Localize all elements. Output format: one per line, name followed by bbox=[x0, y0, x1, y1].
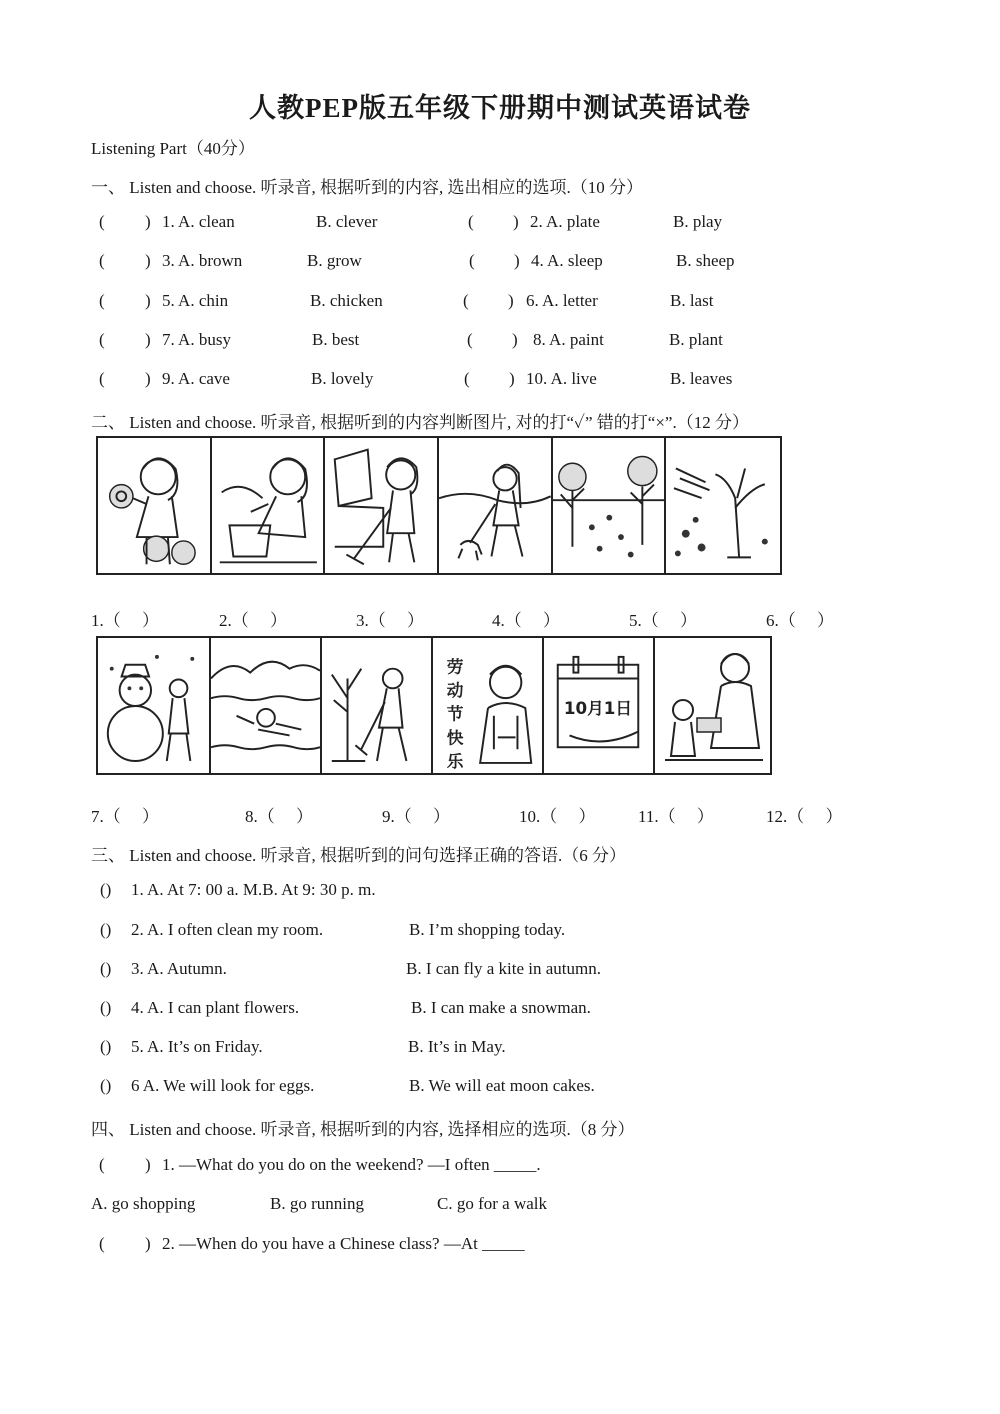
option-b: B. chicken bbox=[310, 291, 383, 310]
answer-blank[interactable]: 4.（ ） bbox=[492, 611, 560, 630]
answer-paren-close: ) bbox=[145, 1155, 151, 1174]
section1-heading: 一、 Listen and choose. 听录音, 根据听到的内容, 选出相应的选项.（10 分） bbox=[91, 178, 643, 197]
answer-blank[interactable]: 10.（ ） bbox=[519, 807, 596, 826]
option-a: 4. A. I can plant flowers. bbox=[131, 998, 300, 1017]
calendar-date-text: 10月1日 bbox=[563, 698, 633, 718]
answer-blank[interactable]: 8.（ ） bbox=[245, 807, 313, 826]
answer-paren[interactable]: () bbox=[100, 998, 112, 1017]
option-b: B. It’s in May. bbox=[408, 1037, 506, 1056]
answer-blank[interactable]: 9.（ ） bbox=[382, 807, 450, 826]
answer-paren-open[interactable]: ( bbox=[99, 212, 105, 231]
answer-paren-open[interactable]: ( bbox=[469, 251, 475, 270]
question-text: 1. —What do you do on the weekend? —I often _____. bbox=[162, 1155, 541, 1174]
answer-paren[interactable]: () bbox=[100, 959, 112, 978]
answer-paren-close: ) bbox=[145, 212, 151, 231]
option-b: B. leaves bbox=[670, 369, 733, 388]
page-title: 人教PEP版五年级下册期中测试英语试卷 bbox=[249, 93, 751, 123]
labor-day-char: 快 bbox=[446, 728, 464, 748]
labor-day-char: 动 bbox=[446, 681, 464, 701]
picture-strip-1 bbox=[96, 436, 782, 575]
answer-blank[interactable]: 5.（ ） bbox=[629, 611, 697, 630]
answer-paren[interactable]: () bbox=[100, 1037, 112, 1056]
picture-gift-grandma bbox=[655, 638, 770, 773]
option-b: B. I can fly a kite in autumn. bbox=[406, 959, 601, 978]
option-b: B. I can make a snowman. bbox=[411, 998, 591, 1017]
answer-paren-open[interactable]: ( bbox=[99, 369, 105, 388]
answer-blank[interactable]: 1.（ ） bbox=[91, 611, 159, 630]
option-a: 5. A. It’s on Friday. bbox=[131, 1037, 263, 1056]
option-a: 3. A. brown bbox=[162, 251, 243, 270]
option-a: 4. A. sleep bbox=[531, 251, 603, 270]
answer-paren-close: ) bbox=[509, 369, 515, 388]
answer-blank[interactable]: 7.（ ） bbox=[91, 807, 159, 826]
option-b: B. play bbox=[673, 212, 723, 231]
option-a: 8. A. paint bbox=[533, 330, 604, 349]
section3-heading: 三、 Listen and choose. 听录音, 根据听到的问句选择正确的答语.（6 分） bbox=[91, 846, 626, 865]
option-b: B. last bbox=[670, 291, 714, 310]
answer-paren-open[interactable]: ( bbox=[99, 330, 105, 349]
option-b: B. clever bbox=[316, 212, 378, 231]
labor-day-char: 节 bbox=[446, 704, 464, 724]
answer-paren-close: ) bbox=[508, 291, 514, 310]
answer-paren-close: ) bbox=[513, 212, 519, 231]
option-b: B. sheep bbox=[676, 251, 735, 270]
picture-girl-washing bbox=[212, 438, 326, 573]
section2-heading: 二、 Listen and choose. 听录音, 根据听到的内容判断图片, 对的打“✓” 错的打“×”.（12 分） bbox=[91, 413, 749, 432]
answer-paren-open[interactable]: ( bbox=[468, 212, 474, 231]
option-b: B. plant bbox=[669, 330, 723, 349]
option-a: 1. A. clean bbox=[162, 212, 235, 231]
section4-heading: 四、 Listen and choose. 听录音, 根据听到的内容, 选择相应的选项.（8 分） bbox=[91, 1120, 635, 1139]
listening-part-label: Listening Part（40分） bbox=[91, 139, 255, 158]
question-text: 2. —When do you have a Chinese class? —At _____ bbox=[162, 1234, 525, 1253]
option-b: B. grow bbox=[307, 251, 362, 270]
answer-blank[interactable]: 3.（ ） bbox=[356, 611, 424, 630]
option-a: 6 A. We will look for eggs. bbox=[131, 1076, 315, 1095]
option-c: C. go for a walk bbox=[437, 1194, 548, 1213]
option-a: 1. A. At 7: 00 a. M.B. At 9: 30 p. m. bbox=[131, 880, 376, 899]
answer-paren-open[interactable]: ( bbox=[463, 291, 469, 310]
picture-girl-sweeping bbox=[325, 438, 439, 573]
labor-day-char: 乐 bbox=[446, 751, 464, 771]
answer-paren-open[interactable]: ( bbox=[99, 291, 105, 310]
answer-blank[interactable]: 12.（ ） bbox=[766, 807, 843, 826]
option-b: B. lovely bbox=[311, 369, 374, 388]
answer-blank[interactable]: 11.（ ） bbox=[638, 807, 714, 826]
option-a: 5. A. chin bbox=[162, 291, 229, 310]
answer-paren-open[interactable]: ( bbox=[464, 369, 470, 388]
answer-blank[interactable]: 6.（ ） bbox=[766, 611, 834, 630]
answer-paren-open[interactable]: ( bbox=[99, 251, 105, 270]
option-a: 2. A. plate bbox=[530, 212, 600, 231]
answer-paren[interactable]: () bbox=[100, 880, 112, 899]
labor-day-char: 劳 bbox=[446, 657, 464, 677]
answer-blank[interactable]: 2.（ ） bbox=[219, 611, 287, 630]
option-b: B. best bbox=[312, 330, 360, 349]
option-a: 2. A. I often clean my room. bbox=[131, 920, 324, 939]
answer-paren[interactable]: () bbox=[100, 920, 112, 939]
answer-paren-close: ) bbox=[145, 330, 151, 349]
picture-strip-2 bbox=[96, 636, 772, 775]
picture-swimming bbox=[211, 638, 322, 773]
answer-paren-close: ) bbox=[145, 251, 151, 270]
picture-girl-weights bbox=[98, 438, 212, 573]
option-b: B. go running bbox=[270, 1194, 364, 1213]
option-a: 3. A. Autumn. bbox=[131, 959, 227, 978]
picture-calendar bbox=[544, 638, 655, 773]
answer-paren-open[interactable]: ( bbox=[467, 330, 473, 349]
answer-paren-open[interactable]: ( bbox=[99, 1234, 105, 1253]
picture-girl-walking-dog bbox=[439, 438, 553, 573]
answer-paren[interactable]: () bbox=[100, 1076, 112, 1095]
answer-paren-close: ) bbox=[145, 291, 151, 310]
picture-snowman bbox=[98, 638, 211, 773]
option-a: 7. A. busy bbox=[162, 330, 231, 349]
answer-paren-close: ) bbox=[145, 1234, 151, 1253]
option-b: B. We will eat moon cakes. bbox=[409, 1076, 595, 1095]
option-b: B. I’m shopping today. bbox=[409, 920, 566, 939]
answer-paren-close: ) bbox=[514, 251, 520, 270]
picture-windy-tree bbox=[666, 438, 780, 573]
picture-planting-tree bbox=[322, 638, 433, 773]
answer-paren-close: ) bbox=[512, 330, 518, 349]
answer-paren-close: ) bbox=[145, 369, 151, 388]
picture-autumn-trees bbox=[553, 438, 667, 573]
option-a: 6. A. letter bbox=[526, 291, 598, 310]
option-a: A. go shopping bbox=[91, 1194, 196, 1213]
picture-labor-day bbox=[433, 638, 544, 773]
option-a: 9. A. cave bbox=[162, 369, 230, 388]
answer-paren-open[interactable]: ( bbox=[99, 1155, 105, 1174]
option-a: 10. A. live bbox=[526, 369, 597, 388]
